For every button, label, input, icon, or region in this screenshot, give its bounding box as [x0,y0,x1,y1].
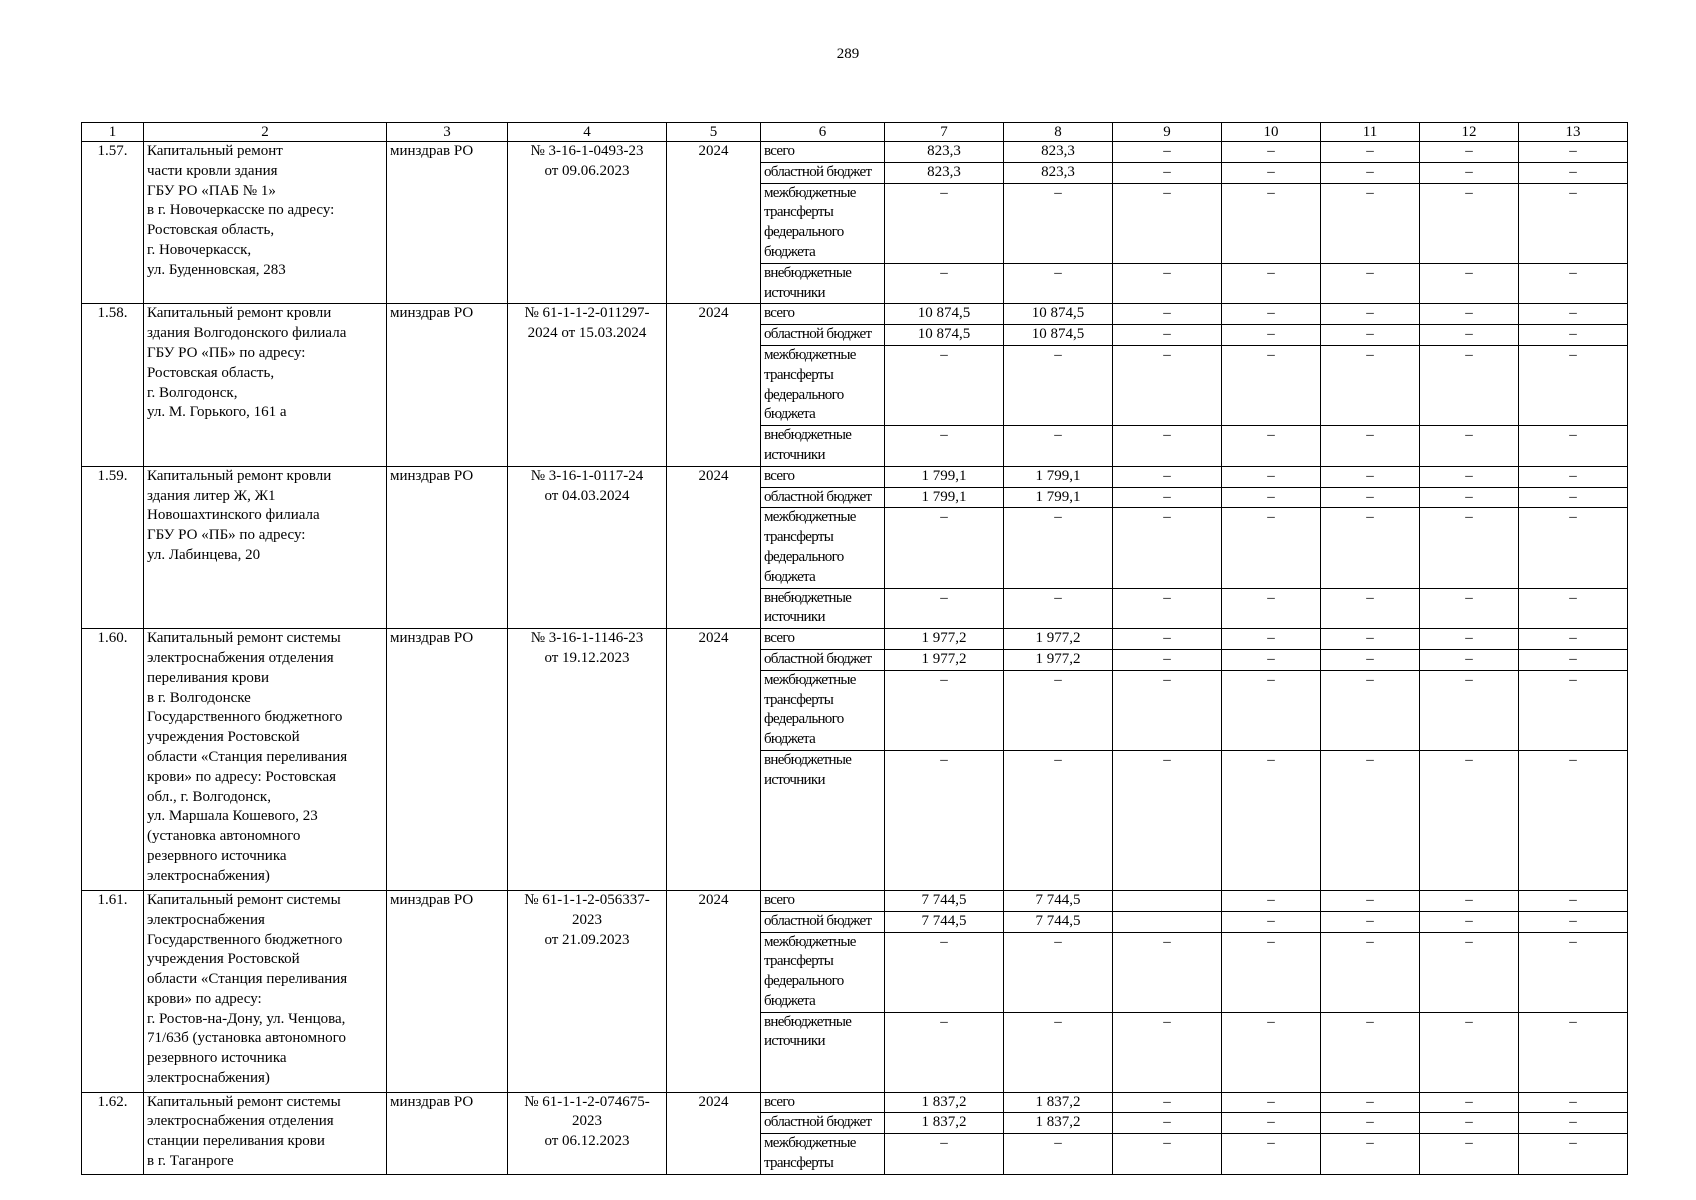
amount-cell: – [1222,162,1321,183]
amount-cell: – [1321,890,1420,911]
amount-cell: – [1321,629,1420,650]
column-header-row [82,123,1628,142]
project-row [82,142,1628,163]
amount-cell: – [885,588,1004,629]
responsible-ministry: минздрав РО [387,890,508,1092]
amount-cell: – [1222,304,1321,325]
column-header: 8 [1004,123,1113,142]
column-header: 1 [82,123,144,142]
project-row [82,629,1628,650]
amount-cell: 10 874,5 [1004,325,1113,346]
expertise-document: № 3-16-1-0117-24 от 04.03.2024 [508,466,667,628]
amount-cell: – [1321,1134,1420,1175]
amount-cell: – [1113,487,1222,508]
amount-cell: 1 977,2 [1004,649,1113,670]
amount-cell: – [1222,1134,1321,1175]
amount-cell: – [1420,890,1519,911]
amount-cell: – [1222,911,1321,932]
amount-cell: – [1113,588,1222,629]
expertise-document: № 61-1-1-2-056337- 2023 от 21.09.2023 [508,890,667,1092]
amount-cell: – [1519,1012,1628,1092]
amount-cell: – [1519,304,1628,325]
amount-cell: – [1519,508,1628,588]
amount-cell: 1 799,1 [1004,466,1113,487]
amount-cell: – [1113,345,1222,425]
amount-cell: 10 874,5 [885,304,1004,325]
amount-cell: – [1321,487,1420,508]
amount-cell: 10 874,5 [1004,304,1113,325]
amount-cell: – [1519,162,1628,183]
amount-cell: – [1519,588,1628,629]
amount-cell: 7 744,5 [885,911,1004,932]
row-number: 1.60. [82,629,144,891]
amount-cell: – [1004,263,1113,304]
amount-cell: – [1004,508,1113,588]
amount-cell: – [1420,750,1519,890]
amount-cell: – [885,1012,1004,1092]
column-header: 7 [885,123,1004,142]
completion-year: 2024 [667,142,761,304]
amount-cell: – [1004,183,1113,263]
amount-cell: – [1321,508,1420,588]
amount-cell: – [1321,325,1420,346]
amount-cell: – [1519,325,1628,346]
amount-cell: – [1519,263,1628,304]
completion-year: 2024 [667,890,761,1092]
amount-cell: – [1519,911,1628,932]
column-header: 4 [508,123,667,142]
amount-cell: – [1004,1134,1113,1175]
row-number: 1.57. [82,142,144,304]
amount-cell: – [1004,750,1113,890]
expertise-document: № 3-16-1-0493-23 от 09.06.2023 [508,142,667,304]
responsible-ministry: минздрав РО [387,629,508,891]
amount-cell: – [1420,629,1519,650]
column-header: 5 [667,123,761,142]
amount-cell: – [1113,670,1222,750]
funding-source: межбюджетные трансферты федерального бюджета [761,932,885,1012]
amount-cell: – [1113,508,1222,588]
amount-cell: 7 744,5 [1004,890,1113,911]
funding-source: межбюджетные трансферты федерального бюджета [761,345,885,425]
project-row [82,304,1628,325]
amount-cell: – [1222,1092,1321,1113]
amount-cell: – [1420,142,1519,163]
responsible-ministry: минздрав РО [387,304,508,466]
amount-cell: 1 837,2 [1004,1113,1113,1134]
amount-cell: – [1420,263,1519,304]
amount-cell: – [1321,466,1420,487]
expertise-document: № 61-1-1-2-074675- 2023 от 06.12.2023 [508,1092,667,1174]
row-number: 1.58. [82,304,144,466]
amount-cell: – [1222,508,1321,588]
amount-cell: – [1420,932,1519,1012]
funding-source: всего [761,890,885,911]
amount-cell: 1 799,1 [885,487,1004,508]
column-header: 6 [761,123,885,142]
funding-source: областной бюджет [761,487,885,508]
amount-cell: – [1321,911,1420,932]
amount-cell: – [1113,629,1222,650]
amount-cell: – [1519,487,1628,508]
amount-cell: – [1113,649,1222,670]
amount-cell: 1 837,2 [1004,1092,1113,1113]
amount-cell: – [1004,670,1113,750]
amount-cell: – [1420,670,1519,750]
amount-cell: – [1004,932,1113,1012]
funding-source: межбюджетные трансферты [761,1134,885,1175]
amount-cell: – [1321,932,1420,1012]
amount-cell: – [1222,263,1321,304]
amount-cell: – [1519,649,1628,670]
amount-cell: – [1420,1134,1519,1175]
amount-cell: – [1222,466,1321,487]
completion-year: 2024 [667,304,761,466]
amount-cell: – [1420,183,1519,263]
completion-year: 2024 [667,1092,761,1174]
amount-cell: – [1222,1113,1321,1134]
funding-source: областной бюджет [761,162,885,183]
amount-cell: – [1519,466,1628,487]
amount-cell: – [1519,345,1628,425]
amount-cell: – [1113,1092,1222,1113]
amount-cell: – [1113,1012,1222,1092]
amount-cell: – [885,263,1004,304]
amount-cell: – [1321,1113,1420,1134]
amount-cell: – [1113,162,1222,183]
amount-cell: – [1222,750,1321,890]
amount-cell: – [1113,304,1222,325]
amount-cell: – [1519,629,1628,650]
expertise-document: № 3-16-1-1146-23 от 19.12.2023 [508,629,667,891]
amount-cell: 1 977,2 [885,649,1004,670]
amount-cell: – [1113,932,1222,1012]
amount-cell: – [885,932,1004,1012]
amount-cell [1113,890,1222,911]
amount-cell: 1 837,2 [885,1113,1004,1134]
budget-table [81,122,1628,1175]
amount-cell: – [1222,325,1321,346]
amount-cell: – [1519,183,1628,263]
amount-cell: 1 799,1 [885,466,1004,487]
amount-cell: – [1321,426,1420,467]
amount-cell: – [1222,487,1321,508]
amount-cell: – [1420,466,1519,487]
funding-source: всего [761,304,885,325]
amount-cell: 7 744,5 [885,890,1004,911]
column-header: 13 [1519,123,1628,142]
amount-cell: 823,3 [885,162,1004,183]
amount-cell: – [1519,1134,1628,1175]
amount-cell: – [1004,345,1113,425]
funding-source: всего [761,466,885,487]
project-name: Капитальный ремонт системы электроснабжения отделения станции переливания крови в г. Таганроге [144,1092,387,1174]
column-header: 2 [144,123,387,142]
amount-cell: – [1420,649,1519,670]
completion-year: 2024 [667,466,761,628]
column-header: 9 [1113,123,1222,142]
amount-cell: 1 799,1 [1004,487,1113,508]
responsible-ministry: минздрав РО [387,1092,508,1174]
amount-cell: – [1321,263,1420,304]
amount-cell: – [1321,304,1420,325]
amount-cell: – [1420,304,1519,325]
amount-cell: – [1222,1012,1321,1092]
amount-cell: – [1519,932,1628,1012]
row-number: 1.61. [82,890,144,1092]
row-number: 1.59. [82,466,144,628]
amount-cell: – [1113,466,1222,487]
project-row [82,890,1628,911]
funding-source: областной бюджет [761,1113,885,1134]
amount-cell: – [1222,629,1321,650]
column-header: 3 [387,123,508,142]
amount-cell: – [1321,162,1420,183]
funding-source: всего [761,1092,885,1113]
amount-cell: – [1321,142,1420,163]
amount-cell: – [1222,345,1321,425]
amount-cell: 823,3 [1004,162,1113,183]
amount-cell: – [1420,1012,1519,1092]
amount-cell: – [1113,263,1222,304]
amount-cell: – [1420,911,1519,932]
funding-source: внебюджетные источники [761,750,885,890]
amount-cell: – [1420,345,1519,425]
amount-cell: – [885,750,1004,890]
funding-source: всего [761,142,885,163]
amount-cell: – [1519,890,1628,911]
amount-cell: – [1004,426,1113,467]
amount-cell [1113,911,1222,932]
page-number: 289 [836,46,860,62]
amount-cell: – [1519,670,1628,750]
funding-source: внебюджетные источники [761,588,885,629]
amount-cell: – [1222,890,1321,911]
funding-source: внебюджетные источники [761,1012,885,1092]
amount-cell: 1 977,2 [885,629,1004,650]
funding-source: внебюджетные источники [761,263,885,304]
column-header: 11 [1321,123,1420,142]
project-name: Капитальный ремонт системы электроснабжения Государственного бюджетного учреждения Ростовской области «Станция переливания крови» по адресу: г. Ростов-на-Дону, ул. Ченцова, 71/63б (установка автономного резервного источника электроснабжения) [144,890,387,1092]
amount-cell: – [1222,588,1321,629]
amount-cell: – [1420,426,1519,467]
amount-cell: – [1519,1113,1628,1134]
amount-cell: 10 874,5 [885,325,1004,346]
project-row [82,1092,1628,1113]
expertise-document: № 61-1-1-2-011297- 2024 от 15.03.2024 [508,304,667,466]
amount-cell: – [1321,1092,1420,1113]
amount-cell: – [1321,183,1420,263]
project-name: Капитальный ремонт части кровли здания ГБУ РО «ПАБ № 1» в г. Новочеркасске по адресу: Ростовская область, г. Новочеркасск, ул. Буденновская, 283 [144,142,387,304]
amount-cell: – [1222,932,1321,1012]
project-name: Капитальный ремонт кровли здания Волгодонского филиала ГБУ РО «ПБ» по адресу: Ростовская область, г. Волгодонск, ул. М. Горького, 161 а [144,304,387,466]
amount-cell: – [1519,1092,1628,1113]
amount-cell: – [885,183,1004,263]
funding-source: областной бюджет [761,325,885,346]
amount-cell: – [1113,1113,1222,1134]
funding-source: межбюджетные трансферты федерального бюджета [761,670,885,750]
amount-cell: – [1113,750,1222,890]
amount-cell: – [885,1134,1004,1175]
amount-cell: – [1420,1092,1519,1113]
amount-cell: 1 977,2 [1004,629,1113,650]
responsible-ministry: минздрав РО [387,142,508,304]
amount-cell: – [1420,162,1519,183]
amount-cell: – [1420,1113,1519,1134]
amount-cell: – [1519,142,1628,163]
amount-cell: – [1113,183,1222,263]
amount-cell: 7 744,5 [1004,911,1113,932]
amount-cell: – [1321,1012,1420,1092]
amount-cell: – [885,670,1004,750]
amount-cell: – [1222,183,1321,263]
project-row [82,466,1628,487]
amount-cell: – [1519,750,1628,890]
amount-cell: 1 837,2 [885,1092,1004,1113]
project-name: Капитальный ремонт кровли здания литер Ж, Ж1 Новошахтинского филиала ГБУ РО «ПБ» по адресу: ул. Лабинцева, 20 [144,466,387,628]
amount-cell: – [885,508,1004,588]
amount-cell: – [1321,649,1420,670]
funding-source: внебюджетные источники [761,426,885,467]
amount-cell: – [1420,325,1519,346]
amount-cell: – [1004,588,1113,629]
project-name: Капитальный ремонт системы электроснабжения отделения переливания крови в г. Волгодонске Государственного бюджетного учреждения Ростовской области «Станция переливания крови» по адресу: Ростовская обл., г. Волгодонск, ул. Маршала Кошевого, 23 (установка автономного резервного источника электроснабжения) [144,629,387,891]
amount-cell: – [1004,1012,1113,1092]
funding-source: межбюджетные трансферты федерального бюджета [761,508,885,588]
amount-cell: – [1321,670,1420,750]
amount-cell: – [1222,649,1321,670]
funding-source: областной бюджет [761,649,885,670]
amount-cell: 823,3 [1004,142,1113,163]
amount-cell: – [1113,426,1222,467]
amount-cell: 823,3 [885,142,1004,163]
amount-cell: – [1420,508,1519,588]
amount-cell: – [1420,588,1519,629]
column-header: 10 [1222,123,1321,142]
amount-cell: – [1222,426,1321,467]
amount-cell: – [1519,426,1628,467]
amount-cell: – [1420,487,1519,508]
amount-cell: – [1222,670,1321,750]
completion-year: 2024 [667,629,761,891]
amount-cell: – [885,345,1004,425]
amount-cell: – [1321,345,1420,425]
amount-cell: – [1321,750,1420,890]
funding-source: областной бюджет [761,911,885,932]
responsible-ministry: минздрав РО [387,466,508,628]
amount-cell: – [885,426,1004,467]
amount-cell: – [1222,142,1321,163]
funding-source: межбюджетные трансферты федерального бюджета [761,183,885,263]
amount-cell: – [1113,325,1222,346]
row-number: 1.62. [82,1092,144,1174]
amount-cell: – [1321,588,1420,629]
funding-source: всего [761,629,885,650]
column-header: 12 [1420,123,1519,142]
amount-cell: – [1113,142,1222,163]
amount-cell: – [1113,1134,1222,1175]
